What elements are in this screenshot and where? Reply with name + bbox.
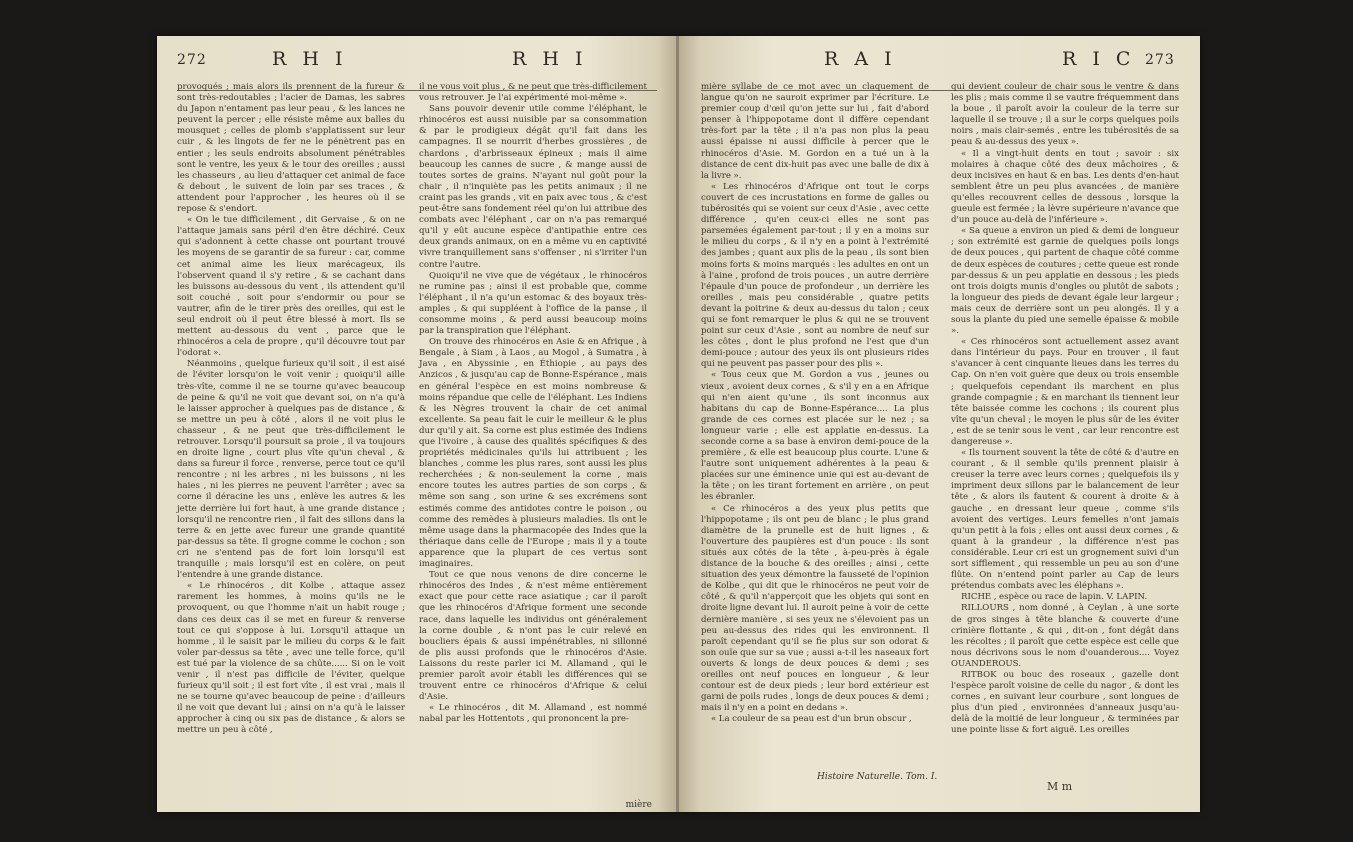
right-headword-2: R I C — [1062, 48, 1136, 70]
paragraph: On trouve des rhinocéros en Asie & en Afrique , à Bengale , à Siam , à Laos , au Mogol , à Sumatra , à Java , en Abyssinie , en Éthiopie , au pays des Anzicos , & jusqu'au cap de Bonne-Espérance , mais en général l'espèce en est moins nombreuse & moins répandue que celle de l'éléphant. Les Indiens & les Nègres trouvent la chair de cet animal excellente. Sa peau fait le cuir le meilleur & le plus dur qu'il y ait. Sa corne est plus estimée des Indiens que l'ivoire , à cause des qualités spécifiques & des propriétés médicinales qu'ils lui attribuent ; les blanches , comme les plus rares, sont aussi les plus recherchées ; & non-seulement la corne , mais encore toutes les autres parties de son corps , & même son sang , son urine & ses excrémens sont estimés comme des antidotes contre le poison , ou comme des remèdes à plusieurs maladies. Ils ont le même usage dans la pharmacopée des Indes que la thériaque dans celle de l'Europe ; mais il y a toute apparence que la plupart de ces vertus sont imaginaires. — [419, 337, 647, 570]
paragraph: « Il a vingt-huit dents en tout ; savoir : six molaires à chaque côté des deux mâchoires , & deux incisives en haut & en bas. Les dents d'en-haut semblent être un peu plus avancées , de manière qu'elles recouvrent celles de dessous , lorsque la gueule est fermée ; la lèvre supérieure n'avance que d'un pouce au-delà de l'inférieure ». — [951, 148, 1179, 226]
left-headword-2: R H I — [512, 48, 588, 70]
paragraph: « Ils tournent souvent la tête de côté & d'autre en courant , & il semble qu'ils prennent plaisir à creuser la terre avec leurs cornes ; quelquefois ils y impriment deux sillons par le balancement de leur tête , & alors ils fautent & courent à droite & à gauche , en dressant leur queue , comme s'ils avoient des vertiges. Leurs femelles n'ont jamais qu'un petit à la fois ; elles ont aussi deux cornes , & quant à la grandeur , la différence n'est pas considérable. Leur cri est un grognement suivi d'un sort sifflement , qui ressemble un peu au son d'une flûte. On n'entend point parler au Cap de leurs prétendus combats avec les éléphans ». — [951, 448, 1179, 592]
left-headword-1: R H I — [272, 48, 348, 70]
book-spread — [157, 36, 1200, 812]
paragraph: mière syllabe de ce mot avec un claquement de langue qu'on ne sauroit exprimer par l'écriture. Le premier coup d'œil qu'on jette sur lui , fait d'abord penser à l'hippopotame dont il diffère cependant très-fort par la tête ; il n'a pas non plus la peau aussi épaisse ni aussi difficile à percer que le rhinocéros d'Asie. M. Gordon en a tué un à la distance de cent dix-huit pas avec une balle de dix à la livre ». — [701, 82, 929, 181]
dictionary-entry: RICHE , espèce ou race de lapin. V. LAPIN. — [961, 592, 1148, 603]
paragraph: Néanmoins , quelque furieux qu'il soit , il est aisé de l'éviter lorsqu'on le voit venir ; quoiqu'il aille très-vîte, comme il ne se tourne qu'avec beaucoup de peine & qu'il ne voit que devant soi, on n'a qu'à le laisser approcher à quelques pas de distance , & se mettre un peu à côté , alors il ne voit plus le chasseur , & ne peut que très-difficilement le retrouver. Lorsqu'il poursuit sa proie , il va toujours en droite ligne , court plus vîte qu'un cheval , & dans sa fureur il force , renverse, perce tout ce qu'il rencontre ; ni les arbres , ni les buissons , ni les haies , ni les pierres ne peuvent l'arrêter ; avec sa corne il déracine les uns , enlève les autres & les jette derrière lui fort haut, à une grande distance ; lorsqu'il ne rencontre rien , il fait des sillons dans la terre & en jette avec fureur une grande quantité par-dessus sa tête. Il grogne comme le cochon ; son cri ne s'entend pas de fort loin lorsqu'il est tranquille ; mais lorsqu'il est en colère, on peut l'entendre à une grande distance. — [177, 359, 405, 581]
right-running-head — [679, 48, 1200, 74]
right-column-2 — [951, 82, 1179, 737]
left-page-number: 272 — [177, 52, 207, 68]
paragraph: qui devient couleur de chair sous le ventre & dans les plis ; mais comme il se vautre fréquemment dans la boue , il paroît avoir la couleur de la terre sur laquelle il se trouve ; il a sur le corps quelques poils noirs , mais clair-semés , entre les tubérosités de sa peau & au-dessus des yeux ». — [951, 82, 1179, 148]
paragraph: « On le tue difficilement , dit Gervaise , & on ne l'attaque jamais sans péril d'en être déchiré. Ceux qui s'adonnent à cette chasse ont pourtant trouvé les moyens de se garantir de sa fureur : car, comme cet animal aime les lieux marécageux, ils l'observent quand il s'y retire , & se cachant dans les buissons au-dessous du vent , ils attendent qu'il soit couché , soit pour s'endormir ou pour se vautrer, afin de le tirer près des oreilles, qui est le seul endroit où il peut être blessé à mort. Ils se mettent au-dessous du vent , parce que le rhinocéros a cela de propre , qu'il découvre tout par l'odorat ». — [177, 215, 405, 359]
left-column-1 — [177, 82, 405, 737]
paragraph: « La couleur de sa peau est d'un brun obscur , — [711, 714, 912, 725]
paragraph: « Le rhinocéros , dit Kolbe , attaque assez rarement les hommes, à moins qu'ils ne le provoquent, ou que l'homme n'ait un habit rouge ; dans ces deux cas il se met en fureur & renverse tout ce qui s'oppose à lui. Lorsqu'il attaque un homme , il le saisit par le milieu du corps & le fait voler par-dessus sa tête , avec une telle force, qu'il est tué par la violence de sa chûte...... Si on le voit venir , il n'est pas difficile de l'éviter, quelque furieux qu'il soit ; il est fort vîte , il est vrai , mais il ne se tourne qu'avec beaucoup de peine : d'ailleurs il ne voit que devant lui ; ainsi on n'a qu'à le laisser approcher à cinq ou six pas de distance , & alors se mettre un peu à côté , — [177, 581, 405, 736]
paragraph: « Tous ceux que M. Gordon a vus , jeunes ou vieux , avoient deux cornes , & s'il y en a en Afrique qui n'en aient qu'une , ils sont inconnus aux habitans du cap de Bonne-Espérance.... La plus grande de ces cornes est placée sur le nez ; sa longueur varie ; elle est applatie en-dessus. La seconde corne a sa base à environ demi-pouce de la première , & elle est beaucoup plus courte. L'une & l'autre sont uniquement adhérentes à la peau & placées sur une éminence unie qui est au-devant de la tête ; on les tirant fortement en arrière , on peut les ébranler. — [701, 370, 929, 503]
left-column-2 — [419, 82, 647, 725]
signature-mark: M m — [1047, 780, 1073, 793]
left-page — [157, 36, 678, 812]
left-running-head — [157, 48, 678, 74]
paragraph: « Ces rhinocéros sont actuellement assez avant dans l'intérieur du pays. Pour en trouver , il faut s'avancer à cent cinquante lieues dans les terres du Cap. On n'en voit guère que deux ou trois ensemble ; quelquefois cependant ils marchent en plus grande compagnie ; & en marchant ils tiennent leur tête baissée comme les cochons ; ils courent plus vîte qu'un cheval ; le moyen le plus sûr de les éviter , est de se tenir sous le vent , car leur rencontre est dangereuse ». — [951, 337, 1179, 447]
paragraph: Tout ce que nous venons de dire concerne le rhinocéros des Indes , & n'est même entièrement exact que pour cette race asiatique ; car il paroît que les rhinocéros d'Afrique forment une seconde race, dans laquelle les individus ont généralement la corne double , & n'ont pas le cuir relevé en boucliers épais & aussi impénétrables, ni sillonné de plis aussi profonds que le rhinocéros d'Asie. Laissons du reste parler ici M. Allamand , qui le premier paroît avoir établi les différences qui se trouvent entre ce rhinocéros d'Afrique & celui d'Asie. — [419, 570, 647, 703]
right-page — [679, 36, 1200, 812]
paragraph: provoqués ; mais alors ils prennent de la fureur & sont très-redoutables ; l'acier de Damas, les sabres du Japon n'entament pas leur peau , & les lances ne peuvent la percer ; elle résiste même aux balles du mousquet ; celles de plomb s'applatissent sur leur cuir , & les lingots de fer ne le pénètrent pas en entier ; les seuls endroits absolument pénétrables sont le ventre, les yeux & le tour des oreilles ; aussi les chasseurs , au lieu d'attaquer cet animal de face & debout , le suivent de loin par ses traces , & attendent pour l'approcher , les heures où il se repose & s'endort. — [177, 82, 405, 215]
right-page-footer — [679, 772, 1200, 800]
paragraph: « Les rhinocéros d'Afrique ont tout le corps couvert de ces incrustations en forme de galles ou tubérosités qui se voient sur ceux d'Asie , avec cette différence , qu'en ceux-ci elles ne sont pas parsemées également par-tout ; il y en a moins sur le milieu du corps , & il n'y en a point à l'extrémité des jambes ; quant aux plis de la peau , ils sont bien moins forts & moins marqués : les adultes en ont un à l'aine , profond de trois pouces , un autre derrière l'épaule d'un pouce de profondeur , un derrière les oreilles , mais peu considérable , quatre petits devant la poitrine & deux au-dessus du talon ; ceux qui se font remarquer le plus & qui ne se trouvent point sur ceux d'Asie , sont au nombre de neuf sur les côtes , dont le plus profond ne l'est que d'un demi-pouce ; autour des yeux ils ont plusieurs rides qui ne peuvent pas passer pour des plis ». — [701, 181, 929, 370]
paragraph: « Ce rhinocéros a des yeux plus petits que l'hippopotame ; ils ont peu de blanc ; le plus grand diamètre de la prunelle est de huit lignes , & l'ouverture des paupières est d'un pouce : ils sont situés aux côtés de la tête , à-peu-près à égale distance de la bouche & des oreilles ; ainsi , cette situation des yeux démontre la fausseté de l'opinion de Kolbe , qui dit que le rhinocéros ne peut voir de côté , & qu'il n'apperçoit que les objets qui sont en droite ligne devant lui. Il auroit peine à voir de cette dernière manière , si ses yeux ne s'élevoient pas un peu au-dessus des rides qui les environnent. Il paroît cependant qu'il se fie plus sur son odorat & son ouïe que sur sa vue ; aussi a-t-il les naseaux fort ouverts & longs de deux pouces & demi ; ses oreilles ont neuf pouces en longueur , & leur contour est de deux pieds ; leur bord extérieur est garni de poils rudes , longs de deux pouces & demi ; mais il n'y en a point en dedans ». — [701, 503, 929, 714]
footer-title: Histoire Naturelle. Tom. I. — [817, 772, 938, 782]
left-catchword: mière — [625, 800, 652, 810]
right-column-1 — [701, 82, 929, 725]
right-page-number: 273 — [1145, 52, 1175, 68]
dictionary-entry: RITBOK ou bouc des roseaux , gazelle dont l'espèce paroît voisine de celle du nagor , & dont les cornes , en suivant leur courbure , sont longues de plus d'un pied , environnées d'anneaux jusqu'au-delà de la moitié de leur longueur , & terminées par une pointe lisse & fort aiguë. Les oreilles — [951, 669, 1179, 736]
paragraph: Quoiqu'il ne vive que de végétaux , le rhinocéros ne rumine pas ; ainsi il est probable que, comme l'éléphant , il n'a qu'un estomac & des boyaux très-amples , & qui suppléent à l'office de la panse , il consomme moins , & perd aussi beaucoup moins par la transpiration que l'éléphant. — [419, 270, 647, 337]
dictionary-entry: RILLOURS , nom donné , à Ceylan , à une sorte de gros singes à tête blanche & couverte d'une crinière flottante , & qui , dit-on , font dégât dans les récoltes ; il paroît que cette espèce est celle que nous décrivons sous le nom d'ouanderous.... Voyez OUANDEROUS. — [951, 603, 1179, 669]
paragraph: « Sa queue a environ un pied & demi de longueur ; son extrémité est garnie de quelques poils longs de deux pouces , qui partent de chaque côté comme de deux espèces de coutures ; cette queue est ronde par-dessus & un peu applatie en dessous ; les pieds ont trois doigts munis d'ongles ou plutôt de sabots ; la longueur des pieds de devant égale leur largeur ; mais ceux de derrière sont un peu alongés. Il y a sous la plante du pied une semelle épaisse & mobile ». — [951, 226, 1179, 337]
paragraph: « Le rhinocéros , dit M. Allamand , est nommé nabal par les Hottentots , qui prononcent la pre- — [419, 703, 647, 725]
right-headword-1: R A I — [824, 48, 897, 70]
paragraph: Sans pouvoir devenir utile comme l'éléphant, le rhinocéros est aussi nuisible par sa consommation & par le prodigieux dégât qu'il fait dans les campagnes. Il se nourrit d'herbes grossières , de chardons , d'arbrisseaux épineux ; mais il aime beaucoup les cannes de sucre , & mange aussi de toutes sortes de grains. N'ayant nul goût pour la chair , il n'inquiète pas les petits animaux ; il ne craint pas les grands , vit en paix avec tous , & c'est peut-être sans fondement réel qu'on lui attribue des combats avec l'éléphant , car on n'a pas remarqué qu'il y eût aucune espèce d'antipathie entre ces deux grands animaux, on en a même vu en captivité vivre tranquillement sans s'offenser , ni s'irriter l'un contre l'autre. — [419, 104, 647, 270]
paragraph: il ne vous voit plus , & ne peut que très-difficilement vous retrouver. Je l'ai expérimenté moi-même ». — [419, 82, 647, 104]
